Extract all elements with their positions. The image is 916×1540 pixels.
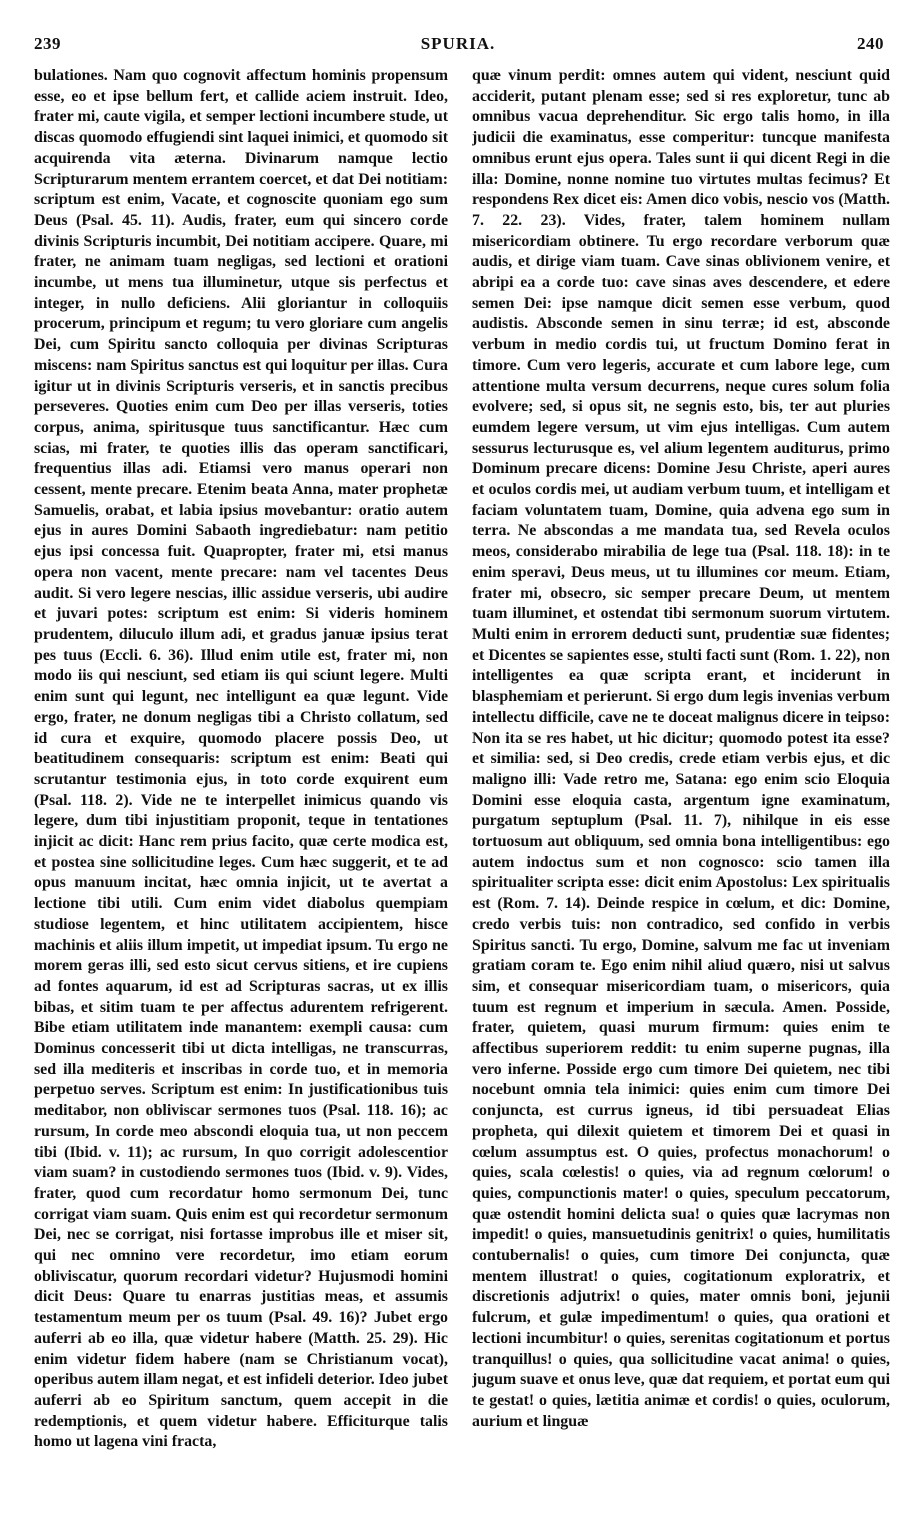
left-text-column	[34, 66, 448, 1528]
page-number-left: 239	[34, 34, 61, 53]
running-header	[18, 34, 898, 58]
left-column-text: bulationes. Nam quo cognovit affectum hominis propensum esse, eo et ipse bellum fert, et callide aciem instruit. Ideo, frater mi, caute vigila, et semper lectioni incumbere stude, ut discas quomodo effugiendi sint laquei inimici, et quomodo sit acquirenda vita æterna. Divinarum namque lectio Scripturarum mentem errantem coercet, et dat Dei notitiam: scriptum est enim, Vacate, et cognoscite quoniam ego sum Deus (Psal. 45. 11). Audis, frater, eum qui sincero corde divinis Scripturis incumbit, Dei notitiam accipere. Quare, mi frater, ne animam tuam negligas, sed lectioni et orationi incumbe, ut mens tua illuminetur, utque sis perfectus et integer, in nullo deficiens. Alii gloriantur in colloquiis procerum, principum et regum; tu vero gloriare cum angelis Dei, cum Spiritu sancto colloquia per divinas Scripturas miscens: nam Spiritus sanctus est qui loquitur per illas. Cura igitur ut in divinis Scripturis verseris, et in sanctis precibus perseveres. Quoties enim cum Deo per illas verseris, toties corpus, anima, spiritusque tuus sanctificantur. Hæc cum scias, mi frater, te quoties illis das operam sanctificari, frequentius illas adi. Etiamsi vero manus operari non cessent, mente precare. Etenim beata Anna, mater prophetæ Samuelis, orabat, et labia ipsius movebantur: oratio autem ejus in aures Domini Sabaoth ingrediebatur: nam petitio ejus ipsi concessa fuit. Quapropter, frater mi, etsi manus opera non vacent, mente precare: nam vel tacentes Deus audit. Si vero legere nescias, illic assidue verseris, ubi audire et juvari potes: scriptum est enim: Si videris hominem prudentem, diluculo illum adi, et gradus januæ ipsius terat pes tuus (Eccli. 6. 36). Illud enim utile est, frater mi, non modo iis qui nesciunt, sed etiam iis qui sciunt legere. Multi enim sunt qui legunt, nec intelligunt ea quæ legunt. Vide ergo, frater, ne donum negligas tibi a Christo collatum, sed id cura et exquire, quomodo placere possis Deo, ut beatitudinem consequaris: scriptum est enim: Beati qui scrutantur testimonia ejus, in toto corde exquirent eum (Psal. 118. 2). Vide ne te interpellet inimicus quando vis legere, dum tibi injustitiam proponit, teque in tentationes injicit ac dicit: Hanc rem prius facito, quæ certe modica est, et postea sine sollicitudine leges. Cum hæc suggerit, et te ad opus manuum incitat, hæc omnia injicit, ut te avertat a lectione tibi utili. Cum enim videt diabolus quempiam studiose legentem, et hinc utilitatem accipientem, hisce machinis et aliis illum impetit, ut impediat ipsum. Tu ergo ne morem geras illi, sed esto sicut cervus sitiens, et ire cupiens ad fontes aquarum, id est ad Scripturas sacras, ut ex illis bibas, et sitim tuam te per affectus adurentem refrigerent. Bibe etiam utilitatem inde manantem: exempli causa: cum Dominus concesserit tibi ut dicta intelligas, ne transcurras, sed illa mediteris et inscribas in corde tuo, et in memoria perpetuo serves. Scriptum est enim: In justificationibus tuis meditabor, non obliviscar sermones tuos (Psal. 118. 16); ac rursum, In corde meo abscondi eloquia tua, ut non peccem tibi (Ibid. v. 11); ac rursum, In quo corrigit adolescentior viam suam? in custodiendo sermones tuos (Ibid. v. 9). Vides, frater, quod cum recordatur homo sermonum Dei, tunc corrigat viam suam. Quis enim est qui recordetur sermonum Dei, nec se corrigat, nisi fortasse improbus ille et miser sit, qui nec omnino vere recordetur, imo etiam eorum obliviscatur, quorum recordari videtur? Hujusmodi homini dicit Deus: Quare tu enarras justitias meas, et assumis testamentum meum per os tuum (Psal. 49. 16)? Jubet ergo auferri ab eo illa, quæ videtur habere (Matth. 25. 29). Hic enim videtur fidem habere (nam se Christianum vocat), operibus autem illam negat, et est infideli deterior. Ideo jubet auferri ab eo Spiritum sanctum, quem accepit in die redemptionis, et quem videtur habere. Efficiturque talis homo ut lagena vini fracta,	[34, 67, 448, 1451]
running-title: SPURIA.	[420, 34, 496, 53]
right-text-column	[472, 66, 890, 1528]
right-column-text: quæ vinum perdit: omnes autem qui vident, nesciunt quid acciderit, putant plenam esse; sed si res exploretur, tunc ab omnibus vacua deprehenditur. Sic ergo talis homo, in illa judicii die examinatus, esse comperitur: tuncque manifesta omnibus erunt ejus opera. Tales sunt ii qui dicent Regi in die illa: Domine, nonne nomine tuo virtutes multas fecimus? Et respondens Rex dicet eis: Amen dico vobis, nescio vos (Matth. 7. 22. 23). Vides, frater, talem hominem nullam misericordiam obtinere. Tu ergo recordare verborum quæ audis, et dirige viam tuam. Cave sinas oblivionem venire, et abripi ea a corde tuo: cave sinas aves descendere, et edere semen Dei: ipse namque dicit semen esse verbum, quod audistis. Absconde semen in sinu terræ; id est, absconde verbum in medio cordis tui, ut fructum Domino ferat in timore. Cum vero legeris, accurate et cum labore lege, cum attentione multa versum decurrens, neque cures solum folia evolvere; sed, si opus sit, ne segnis esto, bis, ter aut pluries eumdem legere versum, ut vim ejus intelligas. Cum autem sessurus lecturusque es, vel alium legentem auditurus, primo Dominum precare dicens: Domine Jesu Christe, aperi aures et oculos cordis mei, ut audiam verbum tuum, et intelligam et faciam voluntatem tuam, Domine, quia advena ego sum in terra. Ne abscondas a me mandata tua, sed Revela oculos meos, considerabo mirabilia de lege tua (Psal. 118. 18): in te enim speravi, Deus meus, ut tu illumines cor meum. Etiam, frater mi, obsecro, sic semper precare Deum, ut mentem tuam illuminet, et ostendat tibi sermonum suorum virtutem. Multi enim in errorem deducti sunt, prudentiæ suæ fidentes; et Dicentes se sapientes esse, stulti facti sunt (Rom. 1. 22), non intelligentes ea quæ scripta erant, et inciderunt in blasphemiam et perierunt. Si ergo dum legis invenias verbum intellectu difficile, cave ne te doceat malignus dicere in teipso: Non ita se res habet, ut hic dicitur; quomodo potest ita esse? et similia: sed, si Deo credis, crede etiam verbis ejus, et dic maligno illi: Vade retro me, Satana: ego enim scio Eloquia Domini esse eloquia casta, argentum igne examinatum, purgatum septuplum (Psal. 11. 7), nihilque in eis esse tortuosum aut obliquum, sed omnia bona intelligentibus: ego autem indoctus sum et non cognosco: scio tamen illa spiritualiter scripta esse: dicit enim Apostolus: Lex spiritualis est (Rom. 7. 14). Deinde respice in cœlum, et dic: Domine, credo verbis tuis: non contradico, sed confido in verbis Spiritus sancti. Tu ergo, Domine, salvum me fac ut inveniam gratiam coram te. Ego enim nihil aliud quæro, nisi ut salvus sim, et consequar misericordiam tuam, o misericors, quia tuum est regnum et imperium in sæcula. Amen. Posside, frater, quietem, quasi murum firmum: quies enim te affectibus superiorem reddit: tu enim superne pugnas, illa vero inferne. Possidе ergo cum timore Dei quietem, nec tibi nocebunt omnia tela inimici: quies enim cum timore Dei conjuncta, est currus igneus, id tibi persuadeat Elias propheta, qui dilexit quietem et timorem Dei et quasi in cœlum assumptus est. O quies, profectus monachorum! o quies, scala cœlestis! o quies, via ad regnum cœlorum! o quies, compunctionis mater! o quies, speculum peccatorum, quæ ostendit homini delicta sua! o quies quæ lacrymas non impedit! o quies, mansuetudinis genitrix! o quies, humilitatis contubernalis! o quies, cum timore Dei conjuncta, quæ mentem illustrat! o quies, cogitationum exploratrix, et discretionis adjutrix! o quies, mater omnis boni, jejunii fulcrum, et gulæ impedimentum! o quies, qua orationi et lectioni incumbitur! o quies, serenitas cogitationum et portus tranquillus! o quies, qua sollicitudine vacat anima! o quies, jugum suave et onus leve, quæ dat requiem, et portat eum qui te gestat! o quies, lætitia animæ et cordis! o quies, oculorum, aurium et linguæ	[472, 67, 890, 1430]
page-number-right: 240	[857, 34, 884, 53]
